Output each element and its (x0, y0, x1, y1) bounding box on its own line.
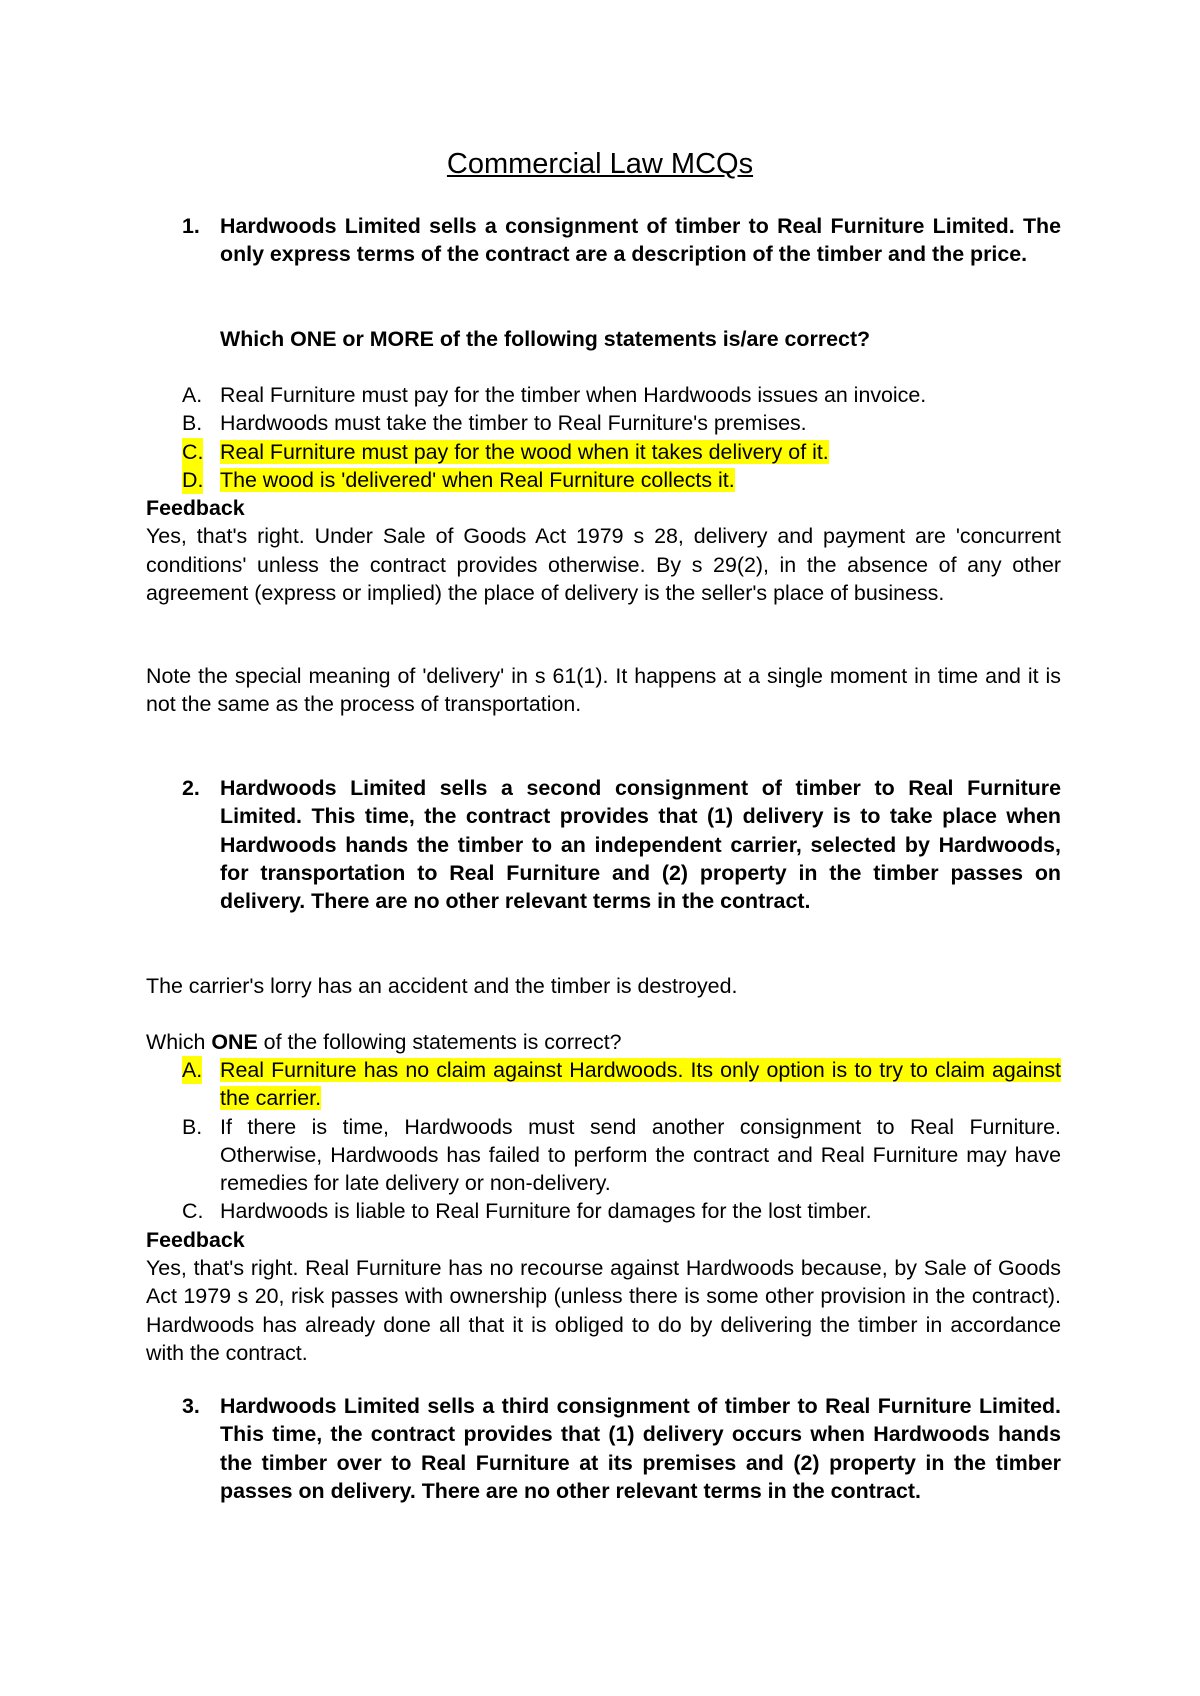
feedback-text: Yes, that's right. Under Sale of Goods Act 1979 s 28, delivery and payment are 'concurrent conditions' unless the contract provides otherwise. By s 29(2), in the absence of any other agreement (express or implied) the place of delivery is the seller's place of business. (146, 524, 1061, 606)
question-3 (146, 1392, 1061, 1505)
question-1 (146, 212, 1061, 269)
feedback-heading: Feedback (146, 1227, 245, 1252)
option-letter: B. (182, 1114, 203, 1139)
option-text: Hardwoods must take the timber to Real Furniture's premises. (220, 411, 807, 436)
feedback-note: Note the special meaning of 'delivery' in s 61(1). It happens at a single moment in time and it is not the same as the process of transportation. (146, 664, 1061, 717)
option-text: Hardwoods is liable to Real Furniture for damages for the lost timber. (220, 1199, 872, 1224)
question-text: Hardwoods Limited sells a consignment of timber to Real Furniture Limited. The only express terms of the contract are a description of the timber and the price. (220, 214, 1061, 267)
option-text: If there is time, Hardwoods must send another consignment to Real Furniture. Otherwise, Hardwoods has failed to perform the contract and Real Furniture may have remedies for late delivery or non-delivery. (220, 1114, 1061, 1196)
option-text: The wood is 'delivered' when Real Furniture collects it. (220, 467, 735, 492)
prompt-emphasis: ONE (211, 1030, 258, 1054)
feedback-heading: Feedback (146, 496, 245, 521)
prompt-suffix: of the following statements is correct? (257, 1030, 622, 1054)
option-a-highlighted (146, 1056, 1061, 1113)
question-2 (146, 774, 1061, 915)
option-c (146, 1197, 1061, 1225)
option-b (146, 1113, 1061, 1198)
page-title: Commercial Law MCQs (446, 148, 754, 180)
option-b (146, 409, 1061, 437)
question-2-options (146, 1056, 1061, 1367)
question-1-options (146, 381, 1061, 607)
question-1-prompt-wrap (146, 325, 1061, 353)
question-number: 3. (182, 1394, 200, 1418)
prompt-prefix: Which (146, 1030, 212, 1054)
option-text: Real Furniture must pay for the wood when it takes delivery of it. (220, 439, 829, 464)
scenario-text: The carrier's lorry has an accident and the timber is destroyed. (146, 974, 738, 998)
question-prompt (146, 1028, 1061, 1056)
question-text: Hardwoods Limited sells a third consignment of timber to Real Furniture Limited. This time, the contract provides that (1) delivery occurs when Hardwoods hands the timber over to Real Furniture at its premises and (2) property in the timber passes on delivery. There are no other relevant terms in the contract. (220, 1394, 1061, 1503)
option-letter: C. (182, 438, 203, 466)
option-d-highlighted (146, 466, 1061, 494)
question-prompt: Which ONE or MORE of the following statements is/are correct? (220, 327, 871, 351)
option-letter: C. (182, 1199, 204, 1224)
question-number: 1. (182, 214, 200, 238)
question-number: 2. (182, 776, 200, 800)
option-letter: D. (182, 466, 203, 494)
option-letter: A. (182, 383, 203, 407)
option-c-highlighted (146, 438, 1061, 466)
option-text: Real Furniture must pay for the timber when Hardwoods issues an invoice. (220, 383, 927, 407)
question-text: Hardwoods Limited sells a second consignment of timber to Real Furniture Limited. This time, the contract provides that (1) delivery is to take place when Hardwoods hands the timber to an independent carrier, selected by Hardwoods, for transportation to Real Furniture and (2) property in the timber passes on delivery. There are no other relevant terms in the contract. (220, 776, 1061, 914)
feedback-text: Yes, that's right. Real Furniture has no recourse against Hardwoods because, by Sale of Goods Act 1979 s 20, risk passes with ownership (unless there is some other provision in the contract). Hardwoods has already done all that it is obliged to do by delivering the timber in accordance with the contract. (146, 1256, 1061, 1365)
option-letter: B. (182, 411, 203, 436)
option-a (146, 381, 1061, 409)
option-letter: A. (182, 1056, 202, 1084)
option-text: Real Furniture has no claim against Hardwoods. Its only option is to try to claim against the carrier. (220, 1058, 1061, 1111)
